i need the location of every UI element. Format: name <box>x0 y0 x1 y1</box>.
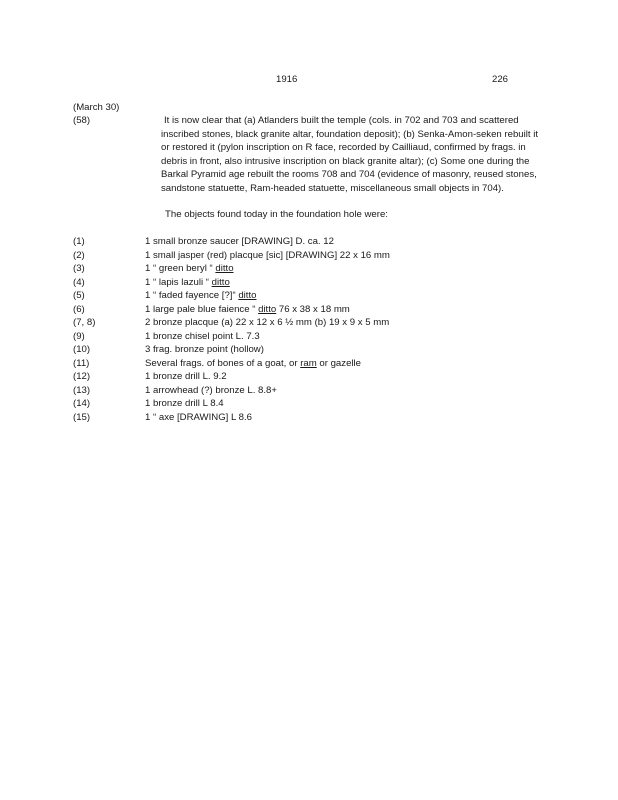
object-number: (15) <box>73 411 91 423</box>
object-description <box>145 276 230 290</box>
object-row <box>73 303 543 317</box>
object-number: (7, 8) <box>73 317 96 328</box>
description-text: 1 bronze chisel point L. 7.3 <box>145 330 260 342</box>
description-text: 1 arrowhead (?) bronze L. 8.8+ <box>145 384 277 396</box>
description-text: 2 bronze placque (a) 22 x 12 x 6 ½ mm (b) 19 x 9 x 5 mm <box>145 317 390 328</box>
object-number: (14) <box>73 398 91 409</box>
object-number: (1) <box>73 236 85 247</box>
object-description <box>145 303 350 317</box>
underlined-text: ditto <box>215 263 234 274</box>
description-text: 1 bronze drill L. 9.2 <box>145 371 227 382</box>
object-number: (6) <box>73 303 85 315</box>
object-description <box>145 289 256 303</box>
underlined-text: ditto <box>238 290 257 301</box>
description-text: 1 small bronze saucer [DRAWING] D. ca. 12 <box>145 236 334 247</box>
object-description <box>145 370 227 384</box>
object-row <box>73 249 543 263</box>
underlined-text: ram <box>300 357 317 369</box>
object-number: (3) <box>73 263 85 274</box>
underlined-text: ditto <box>258 303 277 315</box>
object-description <box>145 316 389 330</box>
object-description <box>145 235 334 249</box>
object-row <box>73 316 543 330</box>
object-number: (5) <box>73 290 85 301</box>
object-row <box>73 343 543 357</box>
description-text: Several frags. of bones of a goat, or <box>145 357 301 369</box>
description-text: 76 x 38 x 18 mm <box>276 303 350 315</box>
object-description <box>145 249 390 263</box>
object-row <box>73 262 543 276</box>
object-row <box>73 397 543 411</box>
description-text: or gazelle <box>316 357 361 369</box>
object-description <box>145 411 252 425</box>
object-number: (13) <box>73 384 91 396</box>
underlined-text: ditto <box>211 276 230 288</box>
object-row <box>73 370 543 384</box>
entry-date: (March 30) <box>73 102 120 113</box>
entry-number: (58) <box>73 115 91 126</box>
description-text: 1 “ green beryl “ <box>145 263 216 274</box>
object-number: (9) <box>73 330 85 342</box>
object-row <box>73 289 543 303</box>
object-description <box>145 343 264 357</box>
object-row <box>73 384 543 398</box>
objects-intro: The objects found today in the foundation hole were: <box>165 209 388 220</box>
object-description <box>145 262 234 276</box>
object-row <box>73 357 543 371</box>
object-number: (10) <box>73 344 91 355</box>
description-text: 1 “ faded fayence [?]“ <box>145 290 239 301</box>
description-text: 1 “ lapis lazuli “ <box>145 276 212 288</box>
header-year: 1916 <box>276 74 298 85</box>
object-number: (2) <box>73 249 85 261</box>
object-row <box>73 411 543 425</box>
description-text: 1 small jasper (red) placque [sic] [DRAWING] 22 x 16 mm <box>145 249 390 261</box>
object-description <box>145 397 224 411</box>
object-description <box>145 384 277 398</box>
objects-list <box>73 235 543 424</box>
entry-paragraph: It is now clear that (a) Atlanders built the temple (cols. in 702 and 703 and scattered inscribed stones, black granite altar, foundation deposit); (b) Senka-Amon-seken rebuilt it or restored it (pylon inscription on R face, recorded by Cailliaud, confirmed by frags. in debris in front, also intrusive inscription on black granite altar); (c) Some one during the Barkal Pyramid age rebuilt the rooms 708 and 704 (evidence of masonry, reused stones, sandstone statuette, Ram-headed statuette, miscellaneous small objects in 704). <box>161 115 539 194</box>
object-number: (12) <box>73 371 91 382</box>
object-row <box>73 235 543 249</box>
object-description <box>145 357 361 371</box>
description-text: 3 frag. bronze point (hollow) <box>145 344 264 355</box>
object-number: (4) <box>73 276 85 288</box>
object-number: (11) <box>73 357 90 369</box>
page-number: 226 <box>492 74 509 85</box>
object-row <box>73 276 543 290</box>
description-text: 1 bronze drill L 8.4 <box>145 398 224 409</box>
object-description <box>145 330 260 344</box>
description-text: 1 large pale blue faience “ <box>145 303 259 315</box>
object-row <box>73 330 543 344</box>
description-text: 1 “ axe [DRAWING] L 8.6 <box>145 411 252 423</box>
